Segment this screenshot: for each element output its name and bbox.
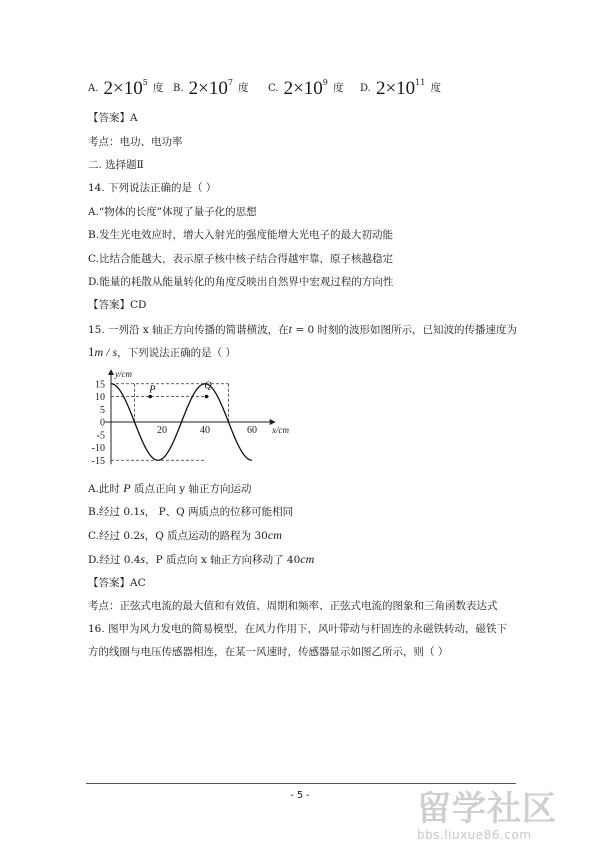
q15-answer: 【答案】AC xyxy=(88,577,146,589)
option-mantissa: 2×10 xyxy=(375,78,416,99)
x-axis-label: x/cm xyxy=(272,425,289,435)
q13-options xyxy=(88,78,548,102)
section-title: 二. 选择题Ⅱ xyxy=(88,159,144,171)
option-label: A. xyxy=(88,83,99,94)
x-tick-label: 20 xyxy=(157,425,167,436)
q15-opt-a-text-2: 质点正向 y 轴正方向运动 xyxy=(130,483,252,495)
option-label: C. xyxy=(268,83,279,94)
q15-option-c xyxy=(88,528,282,543)
option-label: B. xyxy=(173,83,184,94)
page-number: - 5 - xyxy=(290,790,310,801)
q14-stem: 14. 下列说法正确的是（ ） xyxy=(88,182,217,194)
watermark-logo xyxy=(417,790,592,846)
option-unit: 度 xyxy=(152,82,164,94)
q15-option-a xyxy=(88,481,252,496)
option-exponent: 9 xyxy=(322,78,328,87)
q15-opt-d-unit: cm xyxy=(300,552,315,566)
x-tick-label: 60 xyxy=(247,425,257,436)
q15-stem-line2 xyxy=(88,345,236,360)
option-exponent: 11 xyxy=(415,78,426,87)
q16-stem-line2: 方的线圈与电压传感器相连，在某一风速时，传感器显示如图乙所示，则（ ） xyxy=(88,646,449,658)
q15-option-b xyxy=(88,504,293,519)
q13-option-c xyxy=(268,78,343,100)
q14-option-a: A.“物体的长度”体现了量子化的思想 xyxy=(88,206,257,218)
q15-speed-number: 1 xyxy=(88,344,95,359)
q13-answer: 【答案】A xyxy=(88,112,138,124)
wave-graph xyxy=(85,368,305,473)
option-mantissa: 2×10 xyxy=(103,78,143,99)
point-q xyxy=(205,395,209,399)
q13-option-a xyxy=(88,78,163,100)
q15-opt-b-text-2: ， P、Q 两质点的位移可能相同 xyxy=(144,506,294,518)
y-tick-label: -10 xyxy=(91,443,105,454)
y-tick-label: -15 xyxy=(91,455,105,467)
option-unit: 度 xyxy=(430,82,441,94)
q15-kaodian: 考点：正弦式电流的最大值和有效值、周期和频率、正弦式电流的图象和三角函数表达式 xyxy=(88,600,498,612)
watermark-url: bbs.liuxue86.com xyxy=(417,828,532,842)
q15-option-d xyxy=(88,552,314,567)
q14-option-d: D.能量的耗散从能量转化的角度反映出自然界中宏观过程的方向性 xyxy=(88,276,394,288)
point-p-label: P xyxy=(149,384,156,396)
q14-option-b: B.发生光电效应时，增大入射光的强度能增大光电子的最大初动能 xyxy=(88,229,394,241)
q13-option-d xyxy=(360,78,441,100)
q15-opt-d-s: s xyxy=(140,552,146,566)
q15-opt-a-p: P xyxy=(123,481,131,495)
q15-stem-t: t xyxy=(288,322,292,336)
q14-option-c: C.比结合能越大，表示原子核中核子结合得越牢靠，原子核越稳定 xyxy=(88,253,393,265)
option-label: D. xyxy=(360,83,371,94)
q13-kaodian: 考点：电功、电功率 xyxy=(88,136,183,148)
watermark-text: 留学社区 xyxy=(417,789,557,829)
q15-speed-unit: m / s xyxy=(94,345,118,359)
q15-stem-text: 15. 一列沿 x 轴正方向传播的简谐横波，在 xyxy=(88,324,289,336)
q15-opt-a-text: A.此时 xyxy=(88,483,124,495)
q15-stem-text-2: = 0 时刻的波形如图所示，已知波的传播速度为 xyxy=(291,324,517,336)
q15-opt-c-text-2: ，Q 质点运动的路程为 30 xyxy=(144,530,268,542)
q15-opt-b-s: s xyxy=(140,504,145,518)
option-unit: 度 xyxy=(332,82,344,94)
option-exponent: 7 xyxy=(227,78,233,87)
q15-opt-b-text: B.经过 0.1 xyxy=(88,506,141,518)
q15-opt-c-text: C.经过 0.2 xyxy=(88,530,141,542)
y-tick-label: 5 xyxy=(100,404,105,416)
q15-stem-text-3: ，下列说法正确的是（ ） xyxy=(117,347,237,359)
y-tick-label: 0 xyxy=(100,417,105,429)
y-tick-label: -5 xyxy=(96,430,105,442)
option-mantissa: 2×10 xyxy=(188,78,228,99)
x-tick-label: 40 xyxy=(200,425,210,436)
footer-rule xyxy=(86,783,516,784)
q16-stem-line1: 16. 图甲为风力发电的简易模型，在风力作用下，风叶带动与杆固连的永磁铁转动，磁铁下 xyxy=(88,623,508,635)
q15-opt-c-s: s xyxy=(140,528,145,542)
q15-opt-d-text-2: ，P 质点向 x 轴正方向移动了 40 xyxy=(145,554,301,566)
q15-stem-line1 xyxy=(88,322,517,337)
point-q-label: Q xyxy=(204,380,212,392)
q14-answer: 【答案】CD xyxy=(88,299,147,311)
y-axis-label: y/cm xyxy=(115,369,132,379)
q15-opt-c-unit: cm xyxy=(267,528,282,542)
option-exponent: 5 xyxy=(142,78,148,87)
y-tick-label: 10 xyxy=(95,392,105,403)
option-mantissa: 2×10 xyxy=(283,78,323,99)
y-tick-label: 15 xyxy=(95,379,105,391)
q13-option-b xyxy=(173,78,249,100)
q15-opt-d-text: D.经过 0.4 xyxy=(88,554,141,566)
option-unit: 度 xyxy=(238,82,249,94)
